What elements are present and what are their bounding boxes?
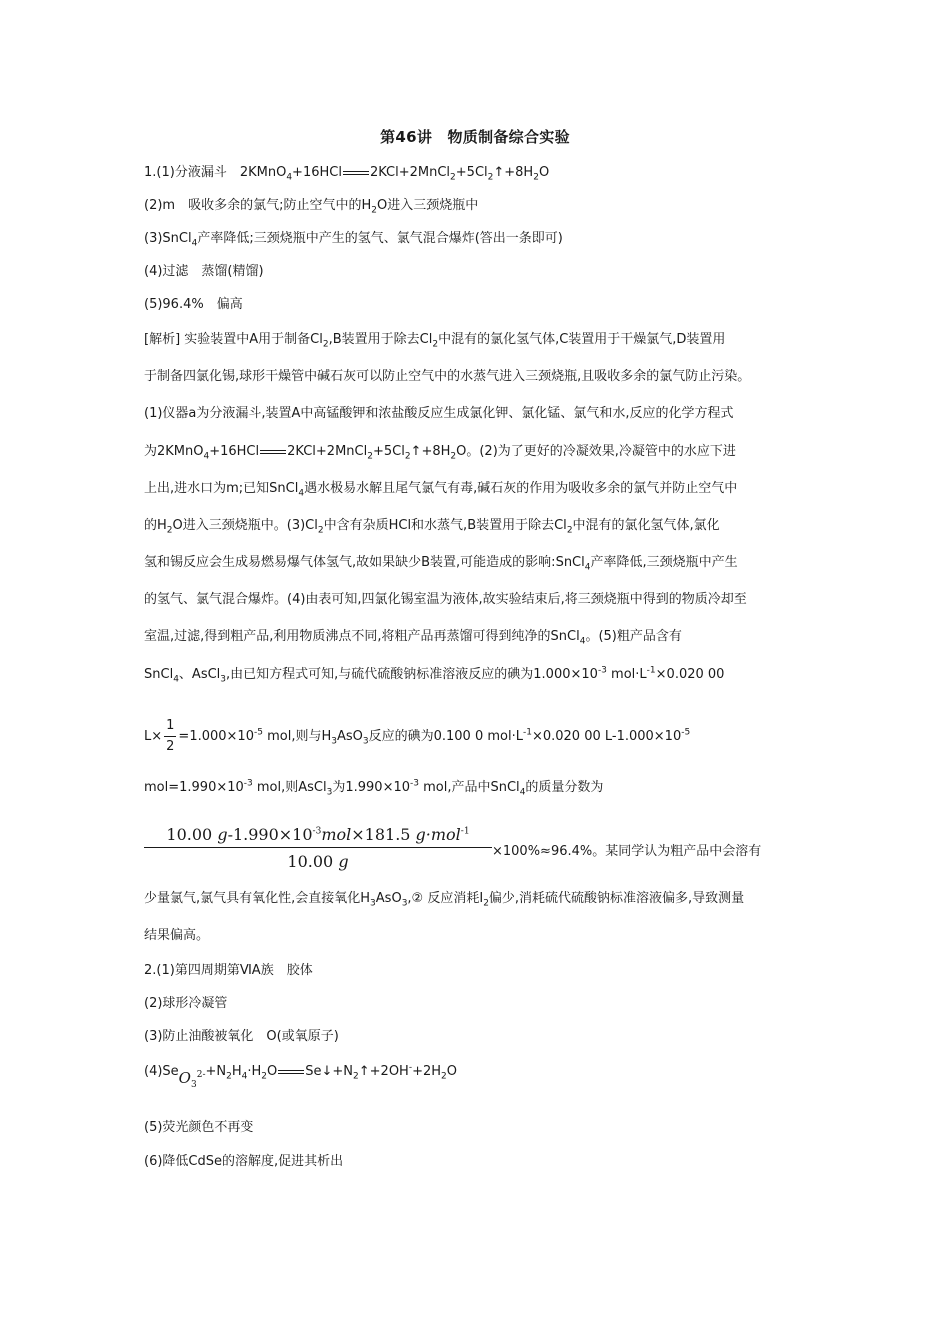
text: mol,则与H: [262, 729, 332, 744]
q1-answer-2: (2)m 吸收多余的氯气;防止空气中的$H_2O$进入三颈烧瓶中: [144, 198, 479, 216]
text: 10.00: [287, 852, 339, 871]
analysis-line-5: 上出,进水口为m;已知SnCl$_4$遇水极易水解且尾气氯气有毒,碱石灰的作用为吸收多余的氯气并防止空气中: [144, 481, 738, 499]
superscript: -3: [312, 826, 322, 837]
text: mol,则AsCl: [252, 780, 327, 795]
analysis-line-9: 室温,过滤,得到粗产品,利用物质沸点不同,将粗产品再蒸馏可得到纯净的SnCl$_4$。(5)粗产品含有: [144, 629, 682, 647]
q2-answer-1: 2.(1)第四周期第ⅥA族 胶体: [144, 963, 313, 978]
superscript: -3: [597, 665, 607, 676]
superscript: -3: [410, 778, 419, 789]
q2-answer-3: (3)防止油酸被氧化 O(或氧原子): [144, 1029, 339, 1044]
text: 的H: [144, 518, 167, 533]
text: +5Cl: [455, 165, 488, 180]
analysis-line-3: (1)仪器a为分液漏斗,装置A中高锰酸钾和浓盐酸反应生成氯化钾、氯化锰、氯气和水,反应的化学方程式: [144, 406, 734, 421]
text: O。(2)为了更好的冷凝效果,冷凝管中的水应下进: [456, 444, 736, 459]
superscript: -5: [253, 727, 263, 738]
text: mol·L: [606, 667, 647, 682]
analysis-line-11: L× $\frac{1}{2}$ $=1.000\times 10^{-5}$ mol,则与$H_3AsO_3$反应的碘为0.100 0 $mol\cdot L^{-1}\times 0.020$ 00 $L-1.000\times 10^{-5}$: [144, 716, 812, 757]
analysis-line-14: 结果偏高。: [144, 928, 210, 943]
text: mol=1.990×10: [144, 780, 244, 795]
equals-sign: [343, 171, 369, 175]
text: ×0.020 00 L-1.000×10: [531, 729, 682, 744]
text: (2)m 吸收多余的氯气;防止空气中的H: [144, 198, 372, 213]
q2-answer-4: $(4)SeO_3^{2-}+N_2H_4\cdot H_2O$ $Se↓+N_2↑+2OH^-+2H_2O$: [144, 1062, 458, 1090]
text: ,B装置用于除去Cl: [328, 332, 433, 347]
analysis-line-8: 的氢气、氯气混合爆炸。(4)由表可知,四氯化锡室温为液体,故实验结束后,将三颈烧瓶中得到的物质冷却至: [144, 592, 747, 607]
text: 中混有的氯化氢气体,氯化: [572, 518, 720, 533]
mass-fraction-formula: [144, 825, 492, 871]
text: 2KCl+2MnCl: [369, 165, 451, 180]
text: g: [338, 852, 349, 871]
superscript: 2-: [196, 1070, 206, 1080]
text: =1.000×10: [178, 729, 254, 744]
text: L×: [144, 729, 163, 744]
text: 中混有的氯化氢气体,C装置用于干燥氯气,D装置用: [438, 332, 726, 347]
analysis-line-7: 氢和锡反应会生成易燃易爆气体氢气,故如果缺少B装置,可能造成的影响:SnCl$_4$产率降低,三颈烧瓶中产生: [144, 555, 738, 573]
superscript: -5: [681, 727, 691, 738]
analysis-line-6: 的$H_2O$进入三颈烧瓶中。$(3)Cl_2$中含有杂质HCl和水蒸气,B装置用于除去$Cl_2$中混有的氯化氢气体,氯化: [144, 518, 720, 536]
analysis-line-1: [解析] 实验装置中A用于制备$Cl_2,B$装置用于除去$Cl_2$中混有的氯化氢气体,C装置用于干燥氯气,D装置用: [144, 332, 726, 350]
text: 产率降低;三颈烧瓶中产生的氢气、氯气混合爆炸(答出一条即可): [197, 231, 563, 246]
text: 2KCl+2MnCl: [287, 444, 368, 459]
superscript: -3: [243, 778, 253, 789]
analysis-line-2: 于制备四氯化锡,球形干燥管中碱石灰可以防止空气中的水蒸气进入三颈烧瓶,且吸收多余的氯气防止污染。: [144, 369, 751, 384]
text: g·mol: [415, 825, 461, 844]
text: Se↓+N: [305, 1064, 354, 1079]
selenite-ion: [178, 1069, 206, 1090]
superscript: -1: [646, 665, 656, 676]
text: ·H: [247, 1064, 262, 1079]
text: AsO: [375, 891, 402, 906]
half-fraction: [164, 716, 176, 757]
text: 、AsCl: [178, 667, 221, 682]
text: 室温,过滤,得到粗产品,利用物质沸点不同,将粗产品再蒸馏可得到纯净的SnCl: [144, 629, 580, 644]
text: +16HCl: [292, 165, 342, 180]
text: O: [446, 1064, 458, 1079]
text: 少量氯气,氯气具有氧化性,会直接氧化H: [144, 891, 371, 906]
q2-answer-2: (2)球形冷凝管: [144, 996, 228, 1011]
superscript: -1: [522, 727, 532, 738]
text: (4)Se: [144, 1064, 179, 1079]
text: 偏少,消耗硫代硫酸钠标准溶液偏多,导致测量: [488, 891, 745, 906]
text: 中含有杂质HCl和水蒸气,B装置用于除去Cl: [323, 518, 567, 533]
text: AsO: [336, 729, 363, 744]
text: +N: [205, 1064, 227, 1079]
text: +16HCl: [209, 444, 260, 459]
text: 的质量分数为: [525, 780, 604, 795]
text: ↑+8H: [493, 165, 534, 180]
text: H: [231, 1064, 242, 1079]
equals-sign: [260, 450, 286, 454]
fraction-numerator: 1: [164, 716, 176, 737]
text: +5Cl: [372, 444, 405, 459]
text: ×0.020 00: [655, 667, 725, 682]
analysis-line-4: 为2KMnO$_4$+16HCl $2KCl+2MnCl_2+5Cl_2↑+8H_2O$。(2)为了更好的冷凝效果,冷凝管中的水应下进: [144, 444, 736, 462]
analysis-line-13: 少量氯气,氯气具有氧化性,会直接氧化$H_3AsO_3,②$ 反应消耗$I_2$偏少,消耗硫代硫酸钠标准溶液偏多,导致测量: [144, 891, 745, 909]
text: g: [217, 825, 228, 844]
text: 1.(1)分液漏斗 2KMnO: [144, 165, 287, 180]
text: 产率降低,三颈烧瓶中产生: [590, 555, 738, 570]
q2-answer-5: (5)荧光颜色不再变: [144, 1120, 254, 1135]
text: O: [267, 1064, 278, 1079]
q1-answer-4: (4)过滤 蒸馏(精馏): [144, 264, 264, 279]
text: O进入三颈烧瓶中: [376, 198, 479, 213]
text: O: [178, 1069, 191, 1087]
text: [解析] 实验装置中A用于制备Cl: [144, 332, 323, 347]
text: 氢和锡反应会生成易燃易爆气体氢气,故如果缺少B装置,可能造成的影响:SnCl: [144, 555, 585, 570]
q1-answer-5: (5)96.4% 偏高: [144, 297, 243, 312]
text: mol,产品中SnCl: [419, 780, 520, 795]
text: (3)SnCl: [144, 231, 192, 246]
text: O: [538, 165, 550, 180]
formula-result: ×100%≈96.4%。某同学认为粗产品中会溶有: [492, 844, 762, 859]
formula-numerator: [144, 825, 492, 848]
page-title: 第46讲 物质制备综合实验: [380, 128, 570, 146]
formula-denominator: [144, 848, 492, 871]
text: ,② 反应消耗I: [407, 891, 484, 906]
text: SnCl: [144, 667, 174, 682]
q2-answer-6: (6)降低CdSe的溶解度,促进其析出: [144, 1154, 344, 1169]
text: mol: [321, 825, 352, 844]
text: -1.990×10: [227, 825, 313, 844]
text: ×181.5: [351, 825, 416, 844]
text: ,由已知方程式可知,与硫代硫酸钠标准溶液反应的碘为1.000×10: [226, 667, 598, 682]
text: +2H: [412, 1064, 442, 1079]
subscript: 3: [190, 1080, 197, 1090]
analysis-line-12: $mol=1.990\times 10^{-3}$ mol,则AsCl$_3$为$1.990\times 10^{-3}$ mol,产品中SnCl$_4$的质量分数为: [144, 778, 604, 798]
superscript: -1: [460, 826, 470, 837]
fraction-denominator: 2: [166, 739, 175, 754]
q1-answer-1: 1.(1)分液漏斗 2KMnO$_4$+16HCl $2KCl+2MnCl_2+5Cl_2↑+8H_2O$: [144, 165, 550, 183]
text: 。(5)粗产品含有: [585, 629, 682, 644]
text: 遇水极易水解且尾气氯气有毒,碱石灰的作用为吸收多余的氯气并防止空气中: [304, 481, 738, 496]
text: 10.00: [166, 825, 218, 844]
text: 上出,进水口为m;已知SnCl: [144, 481, 299, 496]
text: 反应的碘为0.100 0 mol·L: [368, 729, 523, 744]
equals-sign: [278, 1070, 304, 1074]
q1-answer-3: (3)SnCl$_4$产率降低;三颈烧瓶中产生的氢气、氯气混合爆炸(答出一条即可): [144, 231, 563, 249]
text: 为1.990×10: [332, 780, 411, 795]
text: ↑+2OH: [358, 1064, 409, 1079]
text: O进入三颈烧瓶中。(3)Cl: [172, 518, 318, 533]
analysis-line-10: SnCl$_4$、AsCl$_3$,由已知方程式可知,与硫代硫酸钠标准溶液反应的碘为$1.000\times 10^{-3}$ $mol\cdot L^{-1}\times 0.020$ 00: [144, 665, 725, 685]
superscript: -: [408, 1062, 413, 1073]
text: ↑+8H: [410, 444, 451, 459]
text: 为2KMnO: [144, 444, 204, 459]
